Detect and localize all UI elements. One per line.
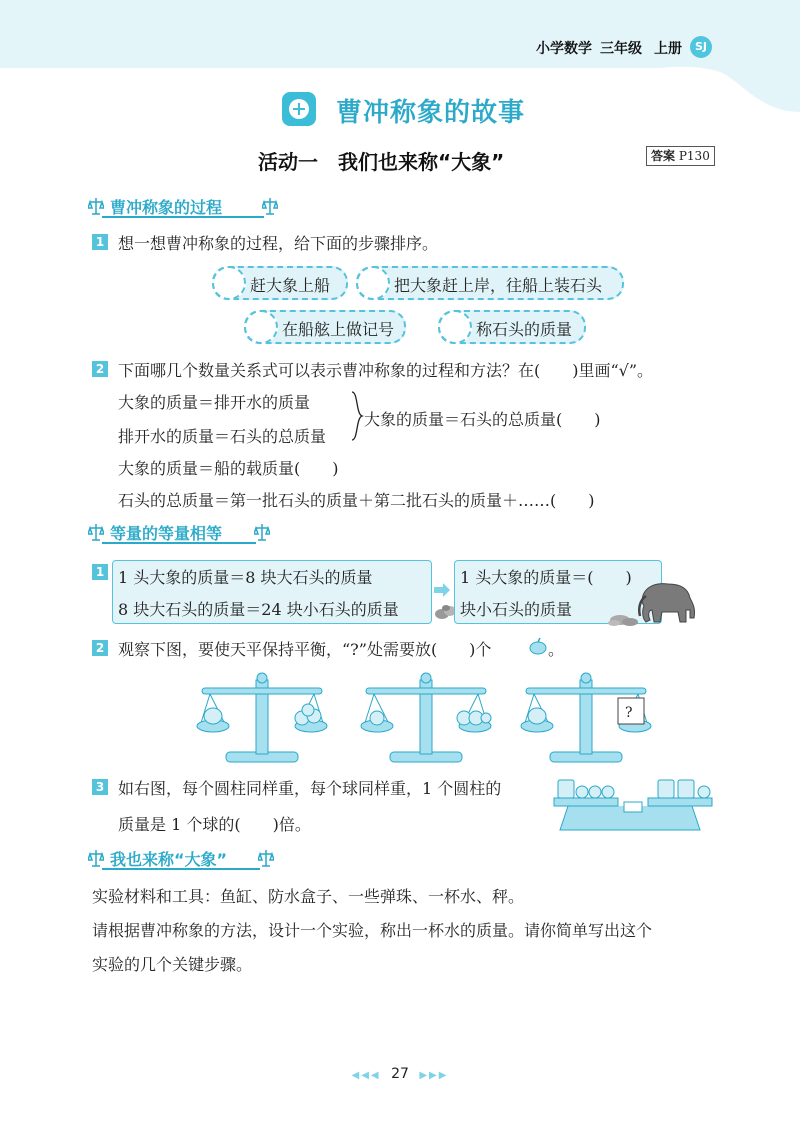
answer-circle[interactable] [438, 310, 472, 344]
question-text: 如右图，每个圆柱同样重，每个球同样重，1 个圆柱的 [118, 779, 502, 798]
question-text: 观察下图，要使天平保持平衡，“?”处需要放( )个 [118, 640, 492, 659]
section-heading-weigh [88, 846, 274, 874]
right-arrows-icon: ▶▶▶ [419, 1070, 449, 1081]
section-heading-process [88, 194, 278, 222]
step-label: 称石头的质量 [476, 320, 573, 339]
arrow-right-icon [432, 582, 452, 598]
step-pill [212, 266, 348, 300]
balance-icon [262, 196, 278, 216]
balance-icon [88, 848, 104, 868]
section-heading-label: 曹冲称象的过程 [110, 198, 223, 217]
step-pill [438, 310, 586, 344]
fruit-icon [528, 636, 548, 656]
balance-icon [88, 522, 104, 542]
page-title: 曹冲称象的故事 [336, 98, 526, 128]
page-footer [0, 1066, 800, 1082]
step-pill [356, 266, 624, 300]
section-heading-label: 等量的等量相等 [110, 524, 223, 543]
question-number: 2 [92, 640, 108, 656]
question-text: 想一想曹冲称象的过程，给下面的步骤排序。 [118, 234, 439, 253]
experiment-line: 实验材料和工具：鱼缸、防水盒子、一些弹珠、一杯水、秤。 [92, 887, 525, 906]
relation-result: 大象的质量＝石头的总质量( ) [364, 410, 601, 429]
equation-line: 1 头大象的质量＝( ) [460, 568, 632, 587]
step-label: 赶大象上船 [250, 276, 331, 295]
step-label: 把大象赶上岸，往船上装石头 [394, 276, 603, 295]
equation-line: 8 块大石头的质量＝24 块小石头的质量 [118, 600, 399, 619]
section-heading-equal [88, 520, 270, 548]
question-text: 质量是 1 个球的( )倍。 [118, 815, 311, 834]
relation-line: 大象的质量＝船的载质量( ) [118, 459, 339, 478]
equation-line: 块小石头的质量 [460, 600, 573, 619]
balance-icon [254, 522, 270, 542]
experiment-line: 实验的几个关键步骤。 [92, 955, 253, 974]
header-volume: 上册 [654, 41, 682, 57]
answer-circle[interactable] [244, 310, 278, 344]
unknown-mark: ? [625, 705, 633, 721]
cylinder-balance [550, 772, 716, 834]
period: 。 [548, 640, 565, 659]
question-number: 1 [92, 564, 108, 580]
answer-page: P130 [678, 149, 710, 163]
question-number: 2 [92, 361, 108, 377]
brace-icon [350, 390, 364, 442]
question-number: 1 [92, 234, 108, 250]
cross-icon [293, 103, 305, 115]
header-grade: 三年级 [600, 41, 642, 57]
step-label: 在船舷上做记号 [282, 320, 395, 339]
question-text: 下面哪几个数量关系式可以表示曹冲称象的过程和方法？在( )里画“√”。 [118, 361, 654, 380]
elephant-icon [606, 572, 700, 628]
header-badge: SJ [690, 36, 712, 58]
relation-line: 大象的质量＝排开水的质量 [118, 393, 311, 412]
equation-line: 1 头大象的质量＝8 块大石头的质量 [118, 568, 373, 587]
relation-line: 排开水的质量＝石头的总质量 [118, 427, 327, 446]
experiment-line: 请根据曹冲称象的方法，设计一个实验，称出一杯水的质量。请你简单写出这个 [92, 921, 653, 940]
balance-icon [88, 196, 104, 216]
answer-circle[interactable] [356, 266, 390, 300]
activity-title: 活动一 我们也来称“大象” [258, 150, 505, 174]
left-arrows-icon: ◀◀◀ [351, 1070, 381, 1081]
header-subject: 小学数学 [536, 41, 592, 57]
balance-icon [258, 848, 274, 868]
relation-line: 石头的总质量＝第一批石头的质量＋第二批石头的质量＋……( ) [118, 491, 595, 510]
answer-label: 答案 [651, 149, 676, 163]
answer-circle[interactable] [212, 266, 246, 300]
page-number: 27 [391, 1066, 409, 1082]
balance-scale-2 [360, 672, 492, 768]
step-pill [244, 310, 406, 344]
section-heading-label: 我也来称“大象” [110, 850, 228, 869]
balance-scale-1 [196, 672, 328, 768]
question-number: 3 [92, 779, 108, 795]
answer-tag[interactable] [646, 146, 715, 166]
